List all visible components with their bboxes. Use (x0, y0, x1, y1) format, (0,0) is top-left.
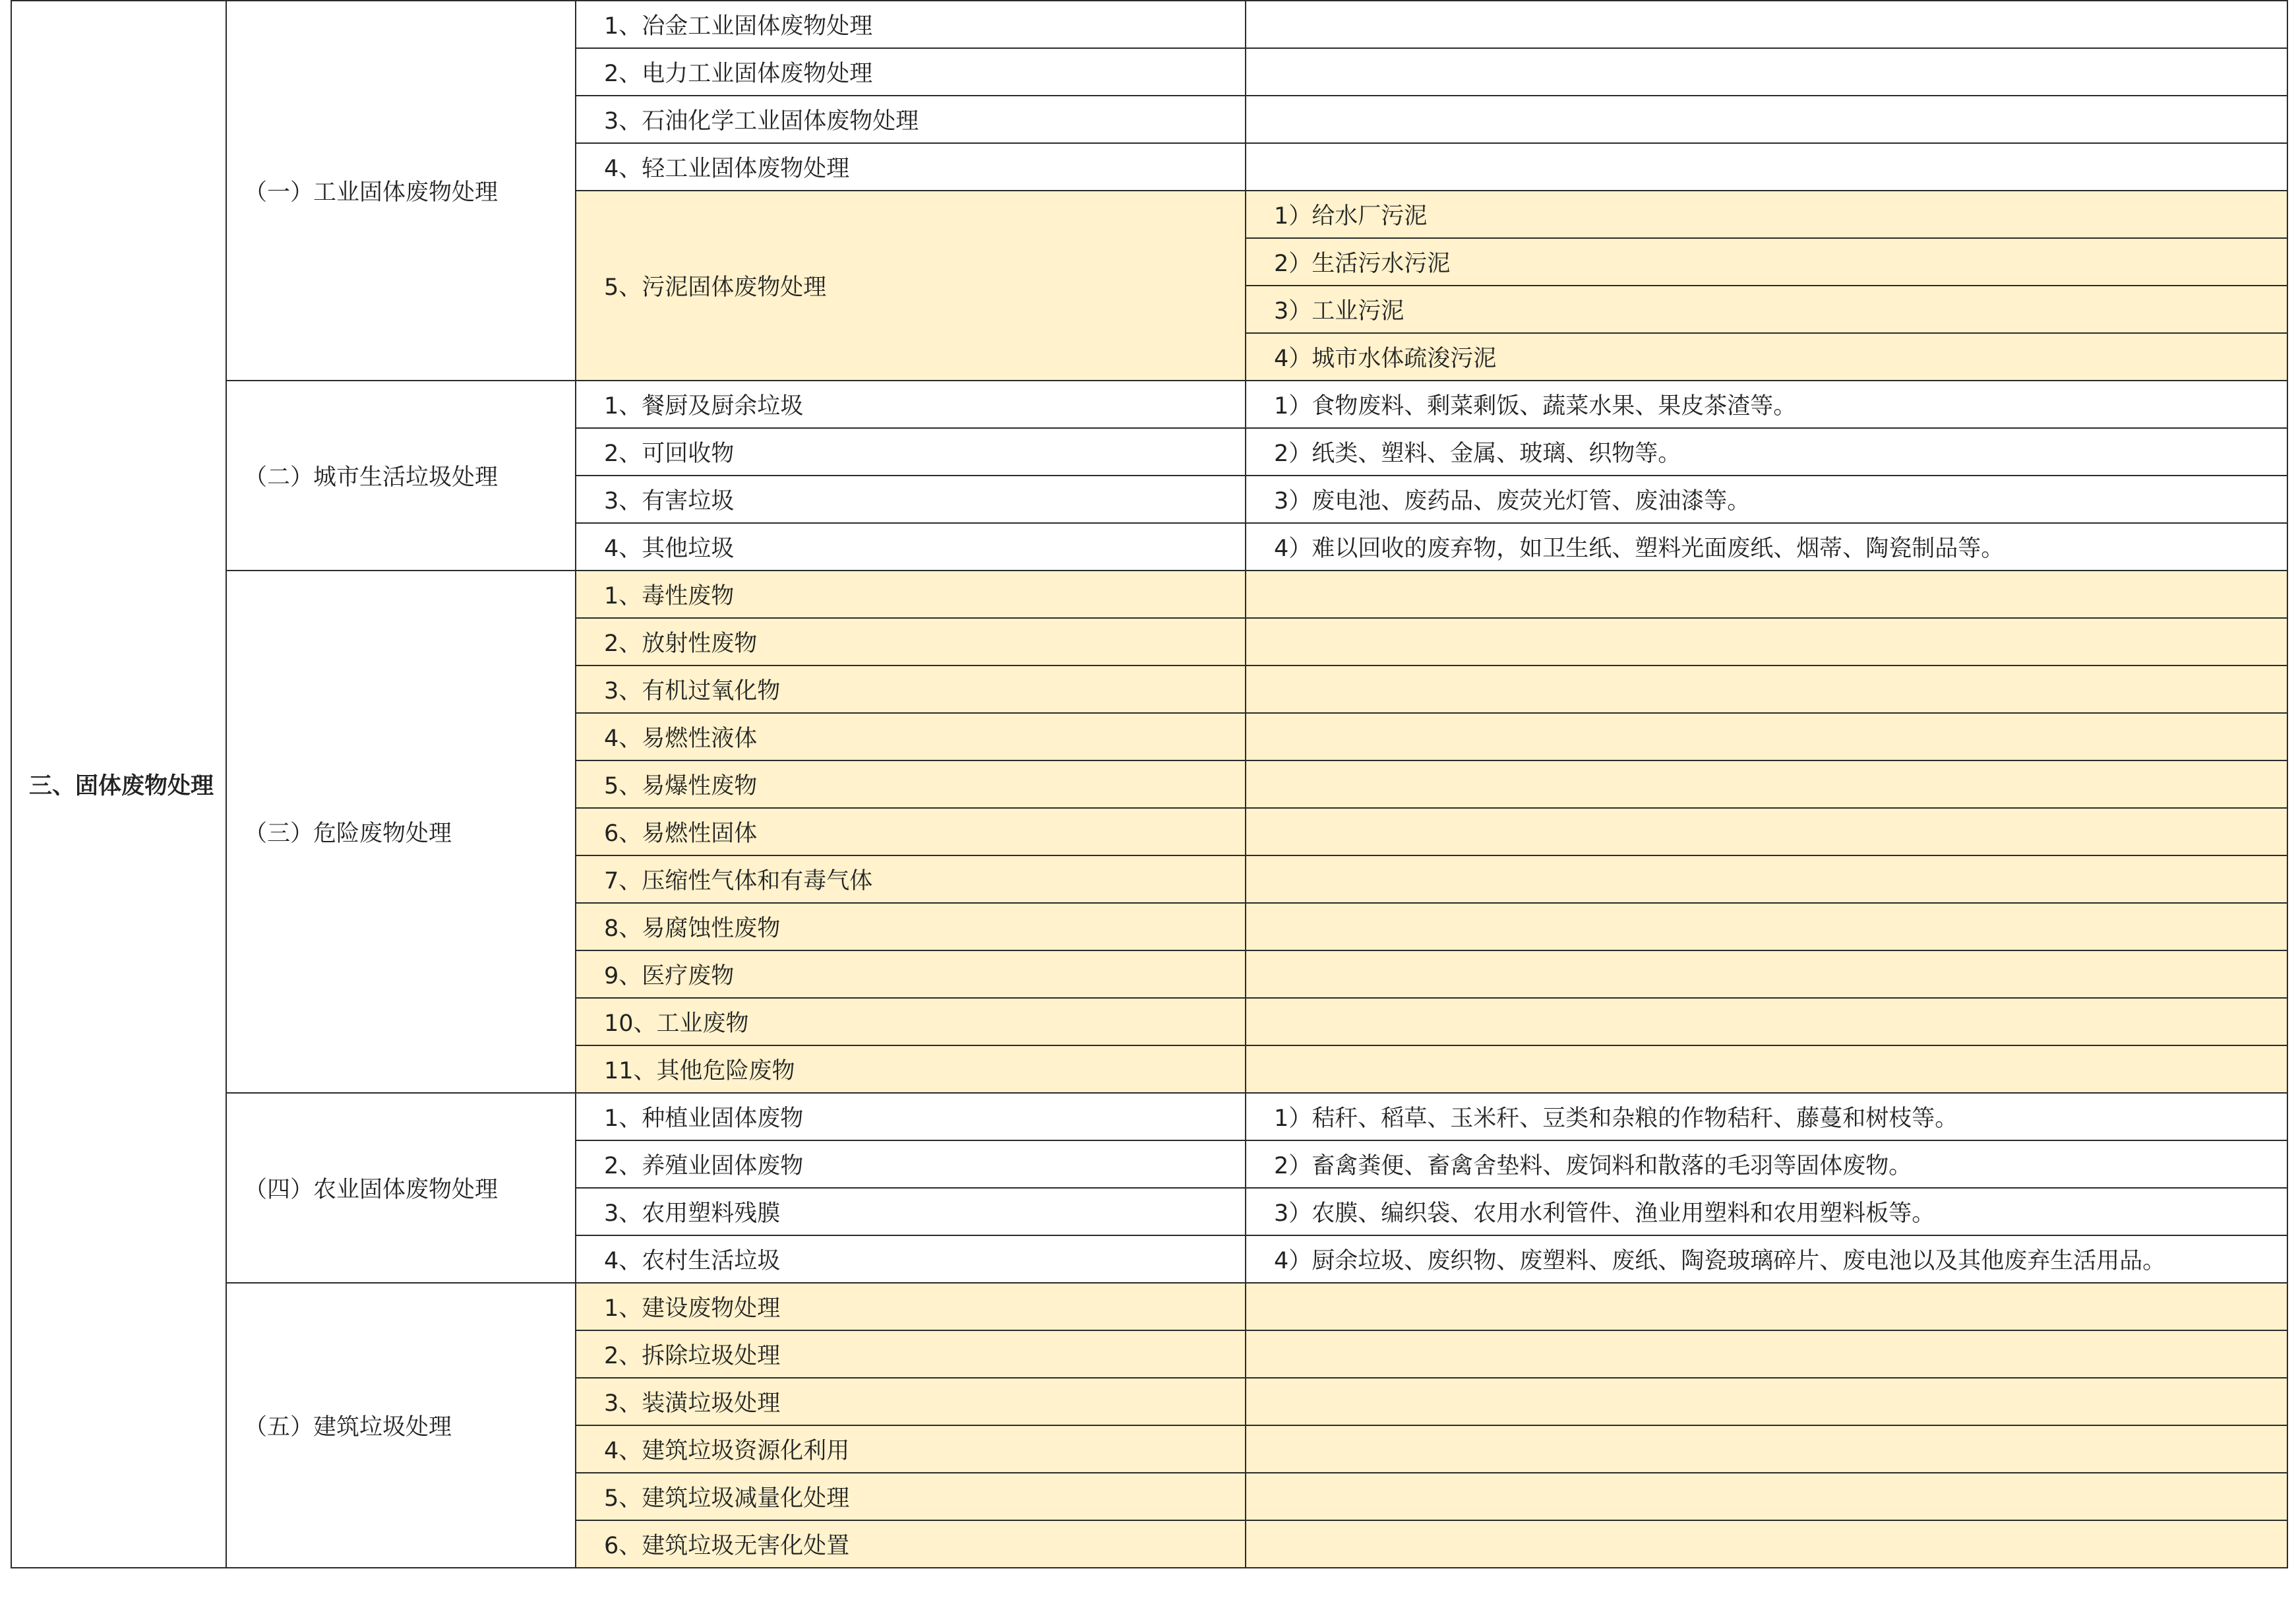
detail-cell (1246, 1473, 2287, 1520)
detail-cell: 1）给水厂污泥 (1246, 191, 2287, 238)
item-cell: 1、冶金工业固体废物处理 (576, 1, 1246, 48)
item-cell: 1、餐厨及厨余垃圾 (576, 381, 1246, 428)
detail-cell (1246, 713, 2287, 760)
detail-cell (1246, 903, 2287, 950)
group-title: （三）危险废物处理 (226, 571, 576, 1093)
item-cell: 6、易燃性固体 (576, 808, 1246, 855)
item-cell: 4、轻工业固体废物处理 (576, 143, 1246, 191)
detail-cell: 2）纸类、塑料、金属、玻璃、织物等。 (1246, 428, 2287, 476)
detail-cell: 1）食物废料、剩菜剩饭、蔬菜水果、果皮茶渣等。 (1246, 381, 2287, 428)
item-cell: 2、拆除垃圾处理 (576, 1330, 1246, 1378)
group-title: （二）城市生活垃圾处理 (226, 381, 576, 571)
detail-cell (1246, 998, 2287, 1045)
item-cell: 4、建筑垃圾资源化利用 (576, 1425, 1246, 1473)
item-cell: 4、其他垃圾 (576, 523, 1246, 571)
item-cell: 1、种植业固体废物 (576, 1093, 1246, 1140)
detail-cell (1246, 618, 2287, 666)
detail-cell (1246, 666, 2287, 713)
detail-cell: 3）农膜、编织袋、农用水利管件、渔业用塑料和农用塑料板等。 (1246, 1188, 2287, 1235)
detail-cell (1246, 571, 2287, 618)
group-title: （一）工业固体废物处理 (226, 1, 576, 381)
category-cell: 三、固体废物处理 (11, 1, 226, 1568)
item-cell: 11、其他危险废物 (576, 1045, 1246, 1093)
item-cell: 9、医疗废物 (576, 950, 1246, 998)
detail-cell (1246, 96, 2287, 143)
group-title: （四）农业固体废物处理 (226, 1093, 576, 1283)
detail-cell: 4）城市水体疏浚污泥 (1246, 333, 2287, 381)
item-cell: 2、可回收物 (576, 428, 1246, 476)
item-cell: 2、养殖业固体废物 (576, 1140, 1246, 1188)
item-cell: 1、毒性废物 (576, 571, 1246, 618)
item-cell: 3、农用塑料残膜 (576, 1188, 1246, 1235)
detail-cell (1246, 48, 2287, 96)
item-cell: 3、装潢垃圾处理 (576, 1378, 1246, 1425)
detail-cell (1246, 1378, 2287, 1425)
detail-cell: 1）秸秆、稻草、玉米秆、豆类和杂粮的作物秸秆、藤蔓和树枝等。 (1246, 1093, 2287, 1140)
item-cell: 2、放射性废物 (576, 618, 1246, 666)
detail-cell: 3）工业污泥 (1246, 286, 2287, 333)
item-cell: 4、农村生活垃圾 (576, 1235, 1246, 1283)
item-cell: 3、石油化学工业固体废物处理 (576, 96, 1246, 143)
item-cell: 5、污泥固体废物处理 (576, 191, 1246, 381)
item-cell: 8、易腐蚀性废物 (576, 903, 1246, 950)
group-title: （五）建筑垃圾处理 (226, 1283, 576, 1568)
detail-cell (1246, 760, 2287, 808)
detail-cell (1246, 1045, 2287, 1093)
detail-cell (1246, 1425, 2287, 1473)
table-row (11, 381, 2287, 428)
detail-cell: 2）畜禽粪便、畜禽舍垫料、废饲料和散落的毛羽等固体废物。 (1246, 1140, 2287, 1188)
detail-cell: 4）难以回收的废弃物，如卫生纸、塑料光面废纸、烟蒂、陶瓷制品等。 (1246, 523, 2287, 571)
detail-cell (1246, 1330, 2287, 1378)
item-cell: 4、易燃性液体 (576, 713, 1246, 760)
item-cell: 3、有害垃圾 (576, 476, 1246, 523)
item-cell: 5、建筑垃圾减量化处理 (576, 1473, 1246, 1520)
item-cell: 5、易爆性废物 (576, 760, 1246, 808)
detail-cell: 2）生活污水污泥 (1246, 238, 2287, 286)
item-cell: 7、压缩性气体和有毒气体 (576, 855, 1246, 903)
table-row (11, 1093, 2287, 1140)
detail-cell (1246, 855, 2287, 903)
detail-cell (1246, 143, 2287, 191)
item-cell: 2、电力工业固体废物处理 (576, 48, 1246, 96)
detail-cell (1246, 1, 2287, 48)
detail-cell (1246, 1520, 2287, 1568)
item-cell: 3、有机过氧化物 (576, 666, 1246, 713)
detail-cell (1246, 950, 2287, 998)
item-cell: 10、工业废物 (576, 998, 1246, 1045)
item-cell: 1、建设废物处理 (576, 1283, 1246, 1330)
table-row (11, 1, 2287, 48)
classification-table (11, 0, 2288, 1568)
item-cell: 6、建筑垃圾无害化处置 (576, 1520, 1246, 1568)
detail-cell (1246, 1283, 2287, 1330)
table-row (11, 1283, 2287, 1330)
detail-cell: 3）废电池、废药品、废荧光灯管、废油漆等。 (1246, 476, 2287, 523)
table-row (11, 571, 2287, 618)
detail-cell (1246, 808, 2287, 855)
detail-cell: 4）厨余垃圾、废织物、废塑料、废纸、陶瓷玻璃碎片、废电池以及其他废弃生活用品。 (1246, 1235, 2287, 1283)
